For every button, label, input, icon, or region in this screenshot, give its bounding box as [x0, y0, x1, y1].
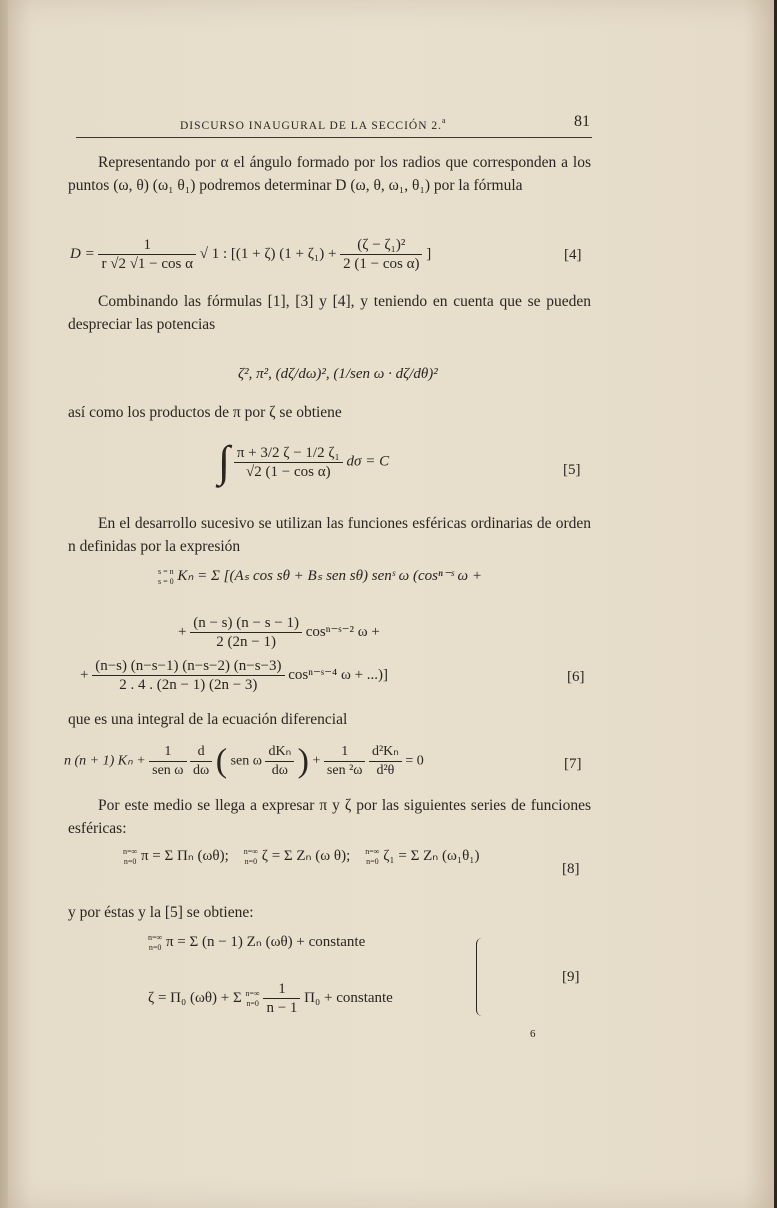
equation-9-line-1: [148, 932, 365, 953]
eq7-f2-num: d: [190, 743, 212, 762]
eq9-lim-top-2: n=∞: [245, 988, 260, 998]
paragraph-7-text: y por éstas y la [5] se obtiene:: [68, 904, 254, 921]
paragraph-7: [68, 901, 591, 924]
eq8-part-1: π = Σ Πₙ (ωθ);: [140, 848, 229, 864]
eq7-frac-5: [369, 743, 402, 780]
eq7-f5-den: d²θ: [376, 763, 395, 778]
eq8-part-3: ζ₁ = Σ Zₙ (ω₁θ₁): [383, 848, 480, 864]
eq8-lim-bottom-2: n=0: [244, 856, 258, 866]
eq6-line3-den: 2 . 4 . (2n − 1) (2n − 3): [119, 677, 258, 693]
eq9-sum-2: [245, 989, 259, 1009]
eq9-line-1-text: π = Σ (n − 1) Zₙ (ωθ) + constante: [165, 934, 366, 950]
eq6-line2-den: 2 (2n − 1): [216, 634, 276, 650]
equation-number-7: [7]: [564, 756, 582, 772]
signature-mark: 6: [530, 1028, 536, 1040]
equation-4: [70, 236, 431, 273]
eq7-f4-den: sen ²ω: [326, 763, 363, 778]
eq8-lim-top-2: n=∞: [243, 846, 258, 856]
eq9-fraction: [263, 980, 300, 1017]
equation-powers: ζ², π², (dζ/dω)², (1/sen ω · dζ/dθ)²: [238, 366, 438, 382]
eq8-lim-bottom-1: n=0: [123, 856, 137, 866]
eq5-frac-num: π + 3/2 ζ − 1/2 ζ₁: [234, 444, 343, 463]
eq6-sum-bottom: s = 0: [158, 576, 174, 586]
equation-8: [123, 846, 480, 867]
eq6-line2-num: (n − s) (n − s − 1): [190, 614, 302, 633]
eq9-lim-bottom-1: n=0: [148, 942, 162, 952]
eq9-frac-den: n − 1: [266, 1000, 298, 1016]
paragraph-5-text: que es una integral de la ecuación diferencial: [68, 711, 348, 728]
eq6-sum-top: s = n: [158, 566, 174, 576]
equation-9-line-2: [148, 980, 393, 1017]
paragraph-6-text: Por este medio se llega a expresar π y ζ por las siguientes series de funciones esféricas:: [68, 797, 591, 837]
paragraph-6: [68, 794, 591, 840]
paragraph-3: [68, 401, 591, 424]
eq7-f5-num: d²Kₙ: [369, 743, 402, 762]
paragraph-5: [68, 708, 591, 731]
eq6-line2-tail: cosⁿ⁻ˢ⁻² ω +: [305, 623, 380, 640]
eq4-body: √ 1 : [(1 + ζ) (1 + ζ₁) +: [199, 245, 337, 262]
eq7-rhs: = 0: [405, 753, 424, 769]
eq6-line3-num: (n−s) (n−s−1) (n−s−2) (n−s−3): [92, 657, 284, 676]
page-number: 81: [574, 113, 590, 130]
eq7-frac-2: [190, 743, 212, 780]
running-header: [180, 116, 447, 132]
header-rule: [76, 137, 592, 138]
eq6-line3-fraction: [92, 657, 284, 694]
eq8-sum-2: [244, 847, 258, 867]
eq5-tail: dσ = C: [346, 453, 390, 470]
paragraph-2: [68, 290, 591, 336]
eq9-lim-top-1: n=∞: [148, 932, 163, 942]
paragraph-2-text: Combinando las fórmulas [1], [3] y [4], y teniendo en cuenta que se pueden despreciar las potencias: [68, 293, 591, 333]
book-page: [8, 0, 774, 1208]
eq7-f1-num: 1: [149, 743, 186, 762]
eq8-sum-3: [365, 847, 379, 867]
running-title-sup: a: [442, 116, 447, 125]
eq8-lim-bottom-3: n=0: [366, 856, 379, 866]
eq6-line3-tail: cosⁿ⁻ˢ⁻⁴ ω + ...)]: [288, 666, 389, 683]
eq7-text-a: n (n + 1) Kₙ +: [64, 753, 146, 769]
equation-7: [64, 743, 424, 780]
eq9-line-2-b: Π₀ + constante: [304, 989, 393, 1006]
eq7-f2-den: dω: [193, 763, 210, 778]
eq6-line2-fraction: [190, 614, 302, 651]
eq7-f1-den: sen ω: [152, 763, 184, 778]
eq5-frac-den: √2 (1 − cos α): [246, 463, 331, 480]
eq9-brace: [476, 938, 485, 1016]
paragraph-3-text: así como los productos de π por ζ se obtiene: [68, 404, 342, 421]
eq8-lim-top-1: n=∞: [123, 846, 138, 856]
eq9-line-2-a: ζ = Π₀ (ωθ) + Σ: [148, 989, 242, 1006]
eq8-sum-1: [123, 847, 137, 867]
equation-number-5: [5]: [563, 462, 581, 478]
equation-6-line-1: [158, 566, 482, 587]
eq7-f4-num: 1: [324, 743, 366, 762]
equation-number-4: [4]: [564, 247, 582, 263]
eq7-open-paren: (: [215, 742, 228, 780]
integral-sign: ∫: [218, 437, 231, 486]
eq7-frac-1: [149, 743, 186, 780]
equation-number-8: [8]: [562, 861, 580, 877]
eq4-lhs: D =: [70, 245, 95, 262]
equation-5: [218, 437, 390, 486]
equation-number-9: [9]: [562, 969, 580, 985]
eq4-frac2-num: (ζ − ζ₁)²: [340, 236, 422, 255]
eq4-fraction-2: [340, 236, 422, 273]
equation-6-line-3: + $\frac{(n-s) (n-s-1) (n-s-2) (n-s-3)}{2 . 4 . (2n - 1) (2n - 3)}$ cosⁿ⁻ˢ⁻⁴ ω + ...)]: [80, 658, 389, 693]
eq7-f3-num: dKₙ: [265, 743, 294, 762]
paragraph-1-text: Representando por α el ángulo formado por los radios que corresponden a los puntos (ω, θ) (ω₁ θ₁) podremos determinar D (ω, θ, ω₁, θ₁) por la fórmula: [68, 154, 591, 194]
eq8-lim-top-3: n=∞: [365, 846, 380, 856]
eq7-close-paren: ): [297, 742, 309, 780]
eq4-frac-den: r √2 √1 − cos α: [101, 256, 193, 272]
eq9-lim-bottom-2: n=0: [246, 998, 259, 1008]
eq4-frac-num: 1: [98, 236, 196, 255]
eq7-paren-a: sen ω: [230, 753, 262, 769]
eq8-part-2: ζ = Σ Zₙ (ω θ);: [261, 848, 351, 864]
eq4-frac2-den: 2 (1 − cos α): [343, 256, 420, 272]
paragraph-4-text: En el desarrollo sucesivo se utilizan las funciones esféricas ordinarias de orden n definidas por la expresión: [68, 515, 591, 555]
eq9-sum-1: [148, 933, 162, 953]
eq5-fraction: [234, 444, 343, 481]
eq4-fraction: [98, 236, 196, 273]
eq4-close: ]: [426, 245, 432, 262]
equation-6-line-2: + $\frac{(n - s) (n - s - 1)}{2 (2n - 1)}$ cosⁿ⁻ˢ⁻² ω +: [178, 615, 380, 650]
eq6-line1-text: Kₙ = Σ [(Aₛ cos sθ + Bₛ sen sθ) senˢ ω (cosⁿ⁻ˢ ω +: [177, 568, 483, 584]
eq6-sum: [158, 567, 174, 587]
eq9-frac-num: 1: [263, 980, 300, 999]
eq7-f3-den: dω: [271, 763, 288, 778]
running-title: DISCURSO INAUGURAL DE LA SECCIÓN 2.: [180, 120, 443, 132]
eq7-frac-3: [265, 743, 294, 780]
paragraph-1: [68, 151, 591, 197]
eq7-plus: +: [312, 753, 321, 769]
paragraph-4: [68, 512, 591, 558]
eq7-frac-4: [324, 743, 366, 780]
equation-number-6: [6]: [567, 669, 585, 685]
